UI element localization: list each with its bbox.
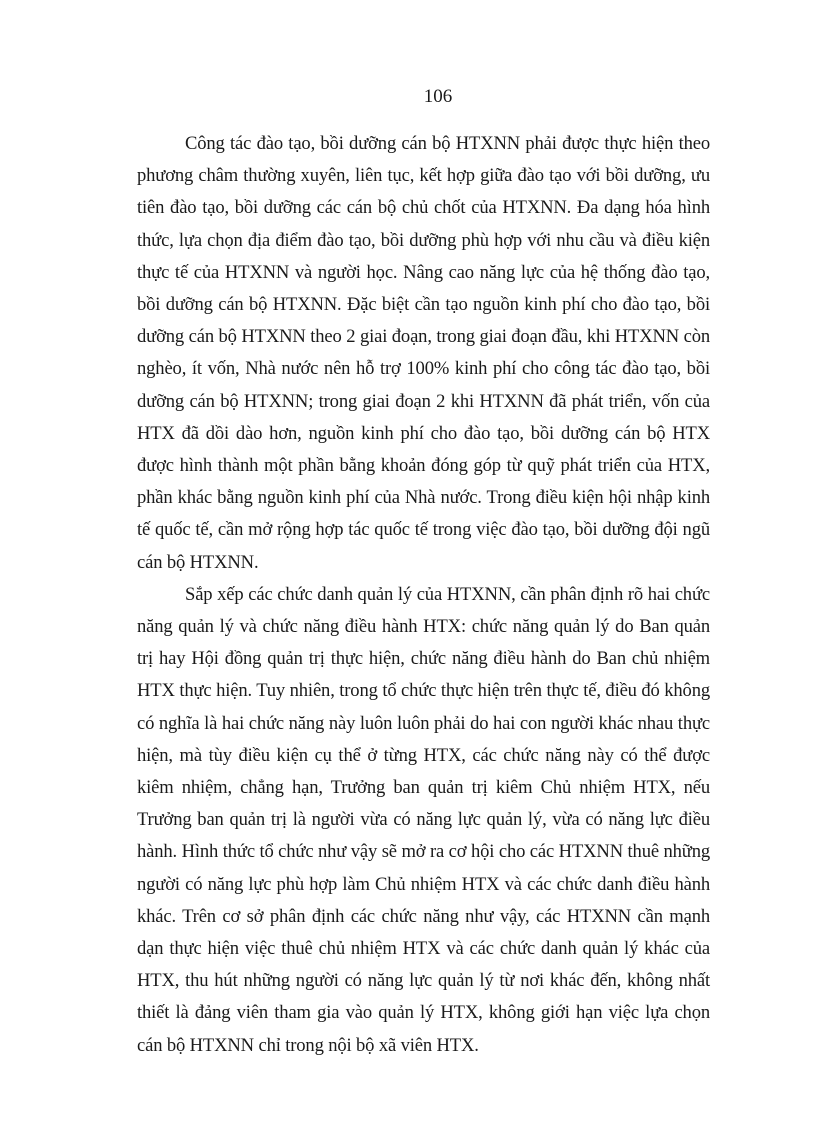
page-number: 106: [423, 86, 453, 107]
body-text: [137, 128, 710, 1062]
paragraph-management-roles: Sắp xếp các chức danh quản lý của HTXNN, cần phân định rõ hai chức năng quản lý và chức năng điều hành HTX: chức năng quản lý do Ban quản trị hay Hội đồng quản trị thực hiện, chức năng điều hành do Ban chủ nhiệm HTX thực hiện. Tuy nhiên, trong tổ chức thực hiện trên thực tế, điều đó không có nghĩa là hai chức năng này luôn luôn phải do hai con người khác nhau thực hiện, mà tùy điều kiện cụ thể ở từng HTX, các chức năng này có thể được kiêm nhiệm, chẳng hạn, Trưởng ban quản trị kiêm Chủ nhiệm HTX, nếu Trưởng ban quản trị là người vừa có năng lực quản lý, vừa có năng lực điều hành. Hình thức tổ chức như vậy sẽ mở ra cơ hội cho các HTXNN thuê những người có năng lực phù hợp làm Chủ nhiệm HTX và các chức danh điều hành khác. Trên cơ sở phân định các chức năng như vậy, các HTXNN cần mạnh dạn thực hiện việc thuê chủ nhiệm HTX và các chức danh quản lý khác của HTX, thu hút những người có năng lực quản lý từ nơi khác đến, không nhất thiết là đảng viên tham gia vào quản lý HTX, không giới hạn việc lựa chọn cán bộ HTXNN chỉ trong nội bộ xã viên HTX.: [137, 583, 710, 1056]
paragraph-training: Công tác đào tạo, bồi dưỡng cán bộ HTXNN phải được thực hiện theo phương châm thường xuyên, liên tục, kết hợp giữa đào tạo với bồi dưỡng, ưu tiên đào tạo, bồi dưỡng các cán bộ chủ chốt của HTXNN. Đa dạng hóa hình thức, lựa chọn địa điểm đào tạo, bồi dưỡng phù hợp với nhu cầu và điều kiện thực tế của HTXNN và người học. Nâng cao năng lực của hệ thống đào tạo, bồi dưỡng cán bộ HTXNN. Đặc biệt cần tạo nguồn kinh phí cho đào tạo, bồi dưỡng cán bộ HTXNN theo 2 giai đoạn, trong giai đoạn đầu, khi HTXNN còn nghèo, ít vốn, Nhà nước nên hỗ trợ 100% kinh phí cho công tác đào tạo, bồi dưỡng cán bộ HTXNN; trong giai đoạn 2 khi HTXNN đã phát triển, vốn của HTX đã dồi dào hơn, nguồn kinh phí cho đào tạo, bồi dưỡng cán bộ HTX được hình thành một phần bằng khoản đóng góp từ quỹ phát triển của HTX, phần khác bằng nguồn kinh phí của Nhà nước. Trong điều kiện hội nhập kinh tế quốc tế, cần mở rộng hợp tác quốc tế trong việc đào tạo, bồi dưỡng đội ngũ cán bộ HTXNN.: [137, 133, 710, 573]
